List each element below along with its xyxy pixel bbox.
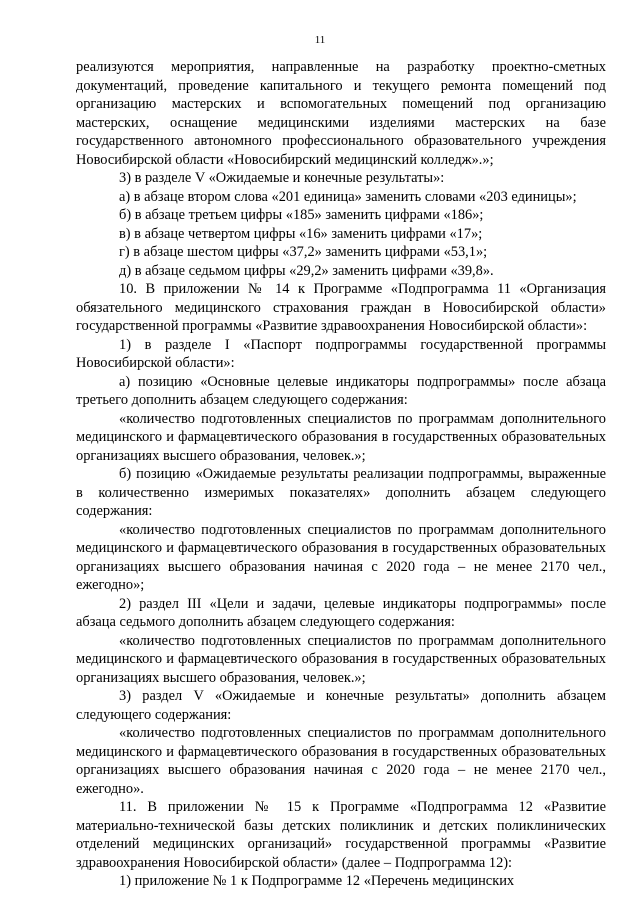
- paragraph: д) в абзаце седьмом цифры «29,2» заменить цифрами «39,8».: [119, 262, 494, 279]
- paragraph: б) позицию «Ожидаемые результаты реализации подпрограммы, выраженные в количественно измеримых показателях» дополнить абзацем следующего содержания:: [76, 466, 606, 519]
- paragraph: 11. В приложении № 15 к Программе «Подпрограмма 12 «Развитие материально-технической базы детских поликлиник и детских поликлинических отделений медицинских организаций» государственной программы «Развитие здравоохранения Новосибирской области» (далее – Подпрограмма 12):: [76, 799, 606, 871]
- paragraph: 3) раздел V «Ожидаемые и конечные результаты» дополнить абзацем следующего содержания:: [76, 688, 606, 723]
- paragraph: «количество подготовленных специалистов по программам дополнительного медицинского и фармацевтического образования в государственных образовательных организациях высшего образования, человек.»;: [76, 410, 606, 464]
- paragraph: а) в абзаце втором слова «201 единица» заменить словами «203 единицы»;: [119, 188, 577, 205]
- paragraph: «количество подготовленных специалистов по программам дополнительного медицинского и фармацевтического образования в государственных образовательных организациях высшего образования начиная с 2020 года – не менее 2170 чел., ежегодно».: [76, 725, 606, 797]
- paragraph: а) позицию «Основные целевые индикаторы подпрограммы» после абзаца третьего дополнить абзацем следующего содержания:: [76, 373, 606, 408]
- paragraph: «количество подготовленных специалистов по программам дополнительного медицинского и фармацевтического образования в государственных образовательных организациях высшего образования, человек.»;: [76, 632, 606, 686]
- paragraph: 3) в разделе V «Ожидаемые и конечные результаты»:: [119, 170, 445, 186]
- paragraph: в) в абзаце четвертом цифры «16» заменить цифрами «17»;: [119, 225, 483, 242]
- paragraph: 2) раздел III «Цели и задачи, целевые индикаторы подпрограммы» после абзаца седьмого дополнить абзацем следующего содержания:: [76, 595, 606, 630]
- paragraph: 1) в разделе I «Паспорт подпрограммы государственной программы Новосибирской области»:: [76, 336, 606, 371]
- document-body: [76, 58, 606, 891]
- paragraph: «количество подготовленных специалистов по программам дополнительного медицинского и фармацевтического образования в государственных образовательных организациях высшего образования начиная с 2020 года – не менее 2170 чел., ежегодно»;: [76, 521, 606, 593]
- paragraph: реализуются мероприятия, направленные на разработку проектно-сметных документаций, проведение капитального и текущего ремонта помещений под организацию мастерских и вспомогательных помещений под организацию мастерских, оснащение медицинскими изделиями мастерских на базе государственного автономного профессионального образовательного учреждения Новосибирской области «Новосибирский медицинский колледж».»;: [76, 59, 606, 168]
- paragraph: 1) приложение № 1 к Подпрограмме 12 «Перечень медицинских: [119, 873, 515, 889]
- paragraph: б) в абзаце третьем цифры «185» заменить цифрами «186»;: [119, 207, 484, 223]
- paragraph: 10. В приложении № 14 к Программе «Подпрограмма 11 «Организация обязательного медицинского страхования граждан в Новосибирской области» государственной программы «Развитие здравоохранения Новосибирской области»:: [76, 281, 606, 334]
- page-number: 11: [314, 34, 326, 46]
- paragraph: г) в абзаце шестом цифры «37,2» заменить цифрами «53,1»;: [119, 244, 488, 260]
